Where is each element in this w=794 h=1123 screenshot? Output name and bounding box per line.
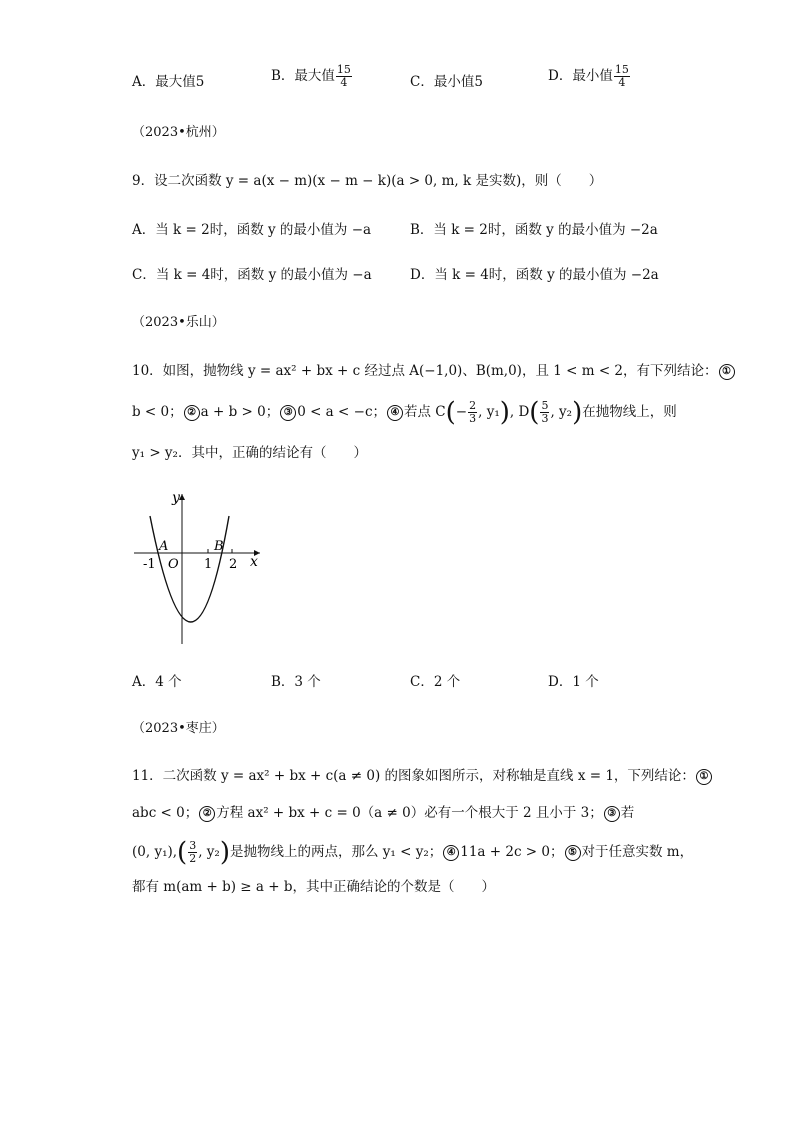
fraction-numerator: 2	[469, 399, 477, 412]
q10-point-c-y: , y₁	[478, 404, 500, 420]
q8-option-b-fraction	[336, 64, 352, 89]
circled-number-2: ②	[184, 405, 200, 421]
point-b-label: B	[214, 539, 224, 554]
point-a-label: A	[159, 539, 169, 554]
parabola-curve	[150, 516, 229, 622]
right-paren: )	[572, 397, 583, 428]
q11-conclusion-2: 方程 ax² + bx + c = 0（a ≠ 0）必有一个根大于 2 且小于 3；	[216, 805, 603, 821]
q10-option-c: C．2 个	[410, 674, 461, 690]
q8-option-c: C．最小值5	[410, 74, 483, 90]
left-paren: (	[177, 837, 188, 868]
left-paren: (	[529, 397, 540, 428]
q10-option-a: A．4 个	[132, 674, 182, 690]
tick-label-2: 2	[229, 557, 238, 572]
q8-option-b	[271, 64, 353, 89]
q8-option-b-prefix: B．最大值	[271, 68, 335, 84]
tick-label-neg1: -1	[143, 557, 156, 572]
circled-number-1: ①	[719, 364, 735, 380]
q11-stem-line2	[132, 803, 634, 823]
q10-option-d: D．1 个	[548, 674, 599, 690]
origin-label: O	[168, 557, 179, 572]
q11-point-2-y: , y₂	[198, 844, 220, 860]
tick-label-1: 1	[204, 557, 213, 572]
right-paren: )	[219, 837, 230, 868]
circled-number-4: ④	[387, 405, 403, 421]
fraction-numerator: 15	[614, 63, 629, 76]
q10-point-d-y: , y₂	[550, 404, 573, 420]
q11-conclusion-3-start: 若	[620, 805, 635, 821]
q11-stem-text: 11．二次函数 y = ax² + bx + c(a ≠ 0) 的图象如图所示，对称轴是直线 x = 1，下列结论：	[132, 768, 695, 784]
q11-point-1: (0, y₁),	[132, 844, 178, 860]
q10-point-d-label: , D	[509, 404, 530, 420]
q10-stem-line2	[132, 397, 677, 428]
fraction-denominator: 2	[189, 852, 197, 865]
q10-conclusion-1: b < 0；	[132, 404, 183, 420]
circled-number-3: ③	[604, 806, 620, 822]
x-axis-label: x	[250, 554, 258, 570]
q9-option-b: B．当 k = 2时，函数 y 的最小值为 −2a	[410, 222, 658, 238]
parabola-graph	[130, 488, 270, 648]
source-tag-leshan: （2023•乐山）	[132, 315, 225, 330]
q10-option-b: B．3 个	[271, 674, 321, 690]
q8-option-d-prefix: D．最小值	[548, 68, 613, 84]
q10-point-d-fraction	[540, 400, 549, 425]
q11-stem-line4: 都有 m(am + b) ≥ a + b，其中正确结论的个数是（ ）	[132, 879, 495, 895]
fraction-numerator: 15	[336, 63, 351, 76]
circled-number-1: ①	[696, 769, 712, 785]
circled-number-4: ④	[443, 845, 459, 861]
left-paren: (	[445, 397, 456, 428]
right-paren: )	[499, 397, 510, 428]
q9-option-d: D．当 k = 4时，函数 y 的最小值为 −2a	[410, 267, 659, 283]
fraction-denominator: 4	[618, 76, 626, 89]
q8-option-d-fraction	[614, 64, 630, 89]
source-tag-hangzhou: （2023•杭州）	[132, 125, 225, 140]
q10-stem-tail: 在抛物线上，则	[582, 404, 677, 420]
fraction-denominator: 3	[541, 412, 549, 425]
y-axis-label: y	[172, 490, 180, 506]
q9-option-c: C．当 k = 4时，函数 y 的最小值为 −a	[132, 267, 372, 283]
q10-conclusion-2: a + b > 0；	[200, 404, 280, 420]
circled-number-2: ②	[199, 806, 215, 822]
q11-stem-line3	[132, 837, 694, 868]
q11-conclusion-3-end: 是抛物线上的两点，那么 y₁ < y₂；	[229, 844, 443, 860]
fraction-numerator: 3	[189, 839, 197, 852]
q10-conclusion-3: 0 < a < −c；	[297, 404, 387, 420]
minus-sign: −	[455, 404, 468, 420]
circled-number-3: ③	[280, 405, 296, 421]
q11-stem-line1	[132, 766, 713, 786]
q10-stem-text: 10．如图，抛物线 y = ax² + bx + c 经过点 A(−1,0)、B(m,0)，且 1 < m < 2，有下列结论：	[132, 363, 718, 379]
q11-conclusion-5-start: 对于任意实数 m，	[581, 844, 694, 860]
q9-stem: 9．设二次函数 y = a(x − m)(x − m − k)(a > 0, m, k 是实数)，则（ ）	[132, 173, 603, 189]
fraction-denominator: 3	[469, 412, 477, 425]
fraction-numerator: 5	[541, 399, 549, 412]
q8-option-d	[548, 64, 631, 89]
q10-point-c-fraction	[468, 400, 477, 425]
q10-stem-line1	[132, 361, 736, 381]
q10-point-c-label: 若点 C	[404, 404, 446, 420]
q8-option-a: A．最大值5	[132, 74, 205, 90]
fraction-denominator: 4	[340, 76, 348, 89]
q10-stem-line3: y₁ > y₂．其中，正确的结论有（ ）	[132, 445, 367, 461]
q11-conclusion-4: 11a + 2c > 0；	[460, 844, 564, 860]
q11-point-2-fraction	[188, 840, 197, 865]
circled-number-5: ⑤	[565, 845, 581, 861]
source-tag-zaozhuang: （2023•枣庄）	[132, 721, 225, 736]
q11-conclusion-1: abc < 0；	[132, 805, 199, 821]
q9-option-a: A．当 k = 2时，函数 y 的最小值为 −a	[132, 222, 372, 238]
